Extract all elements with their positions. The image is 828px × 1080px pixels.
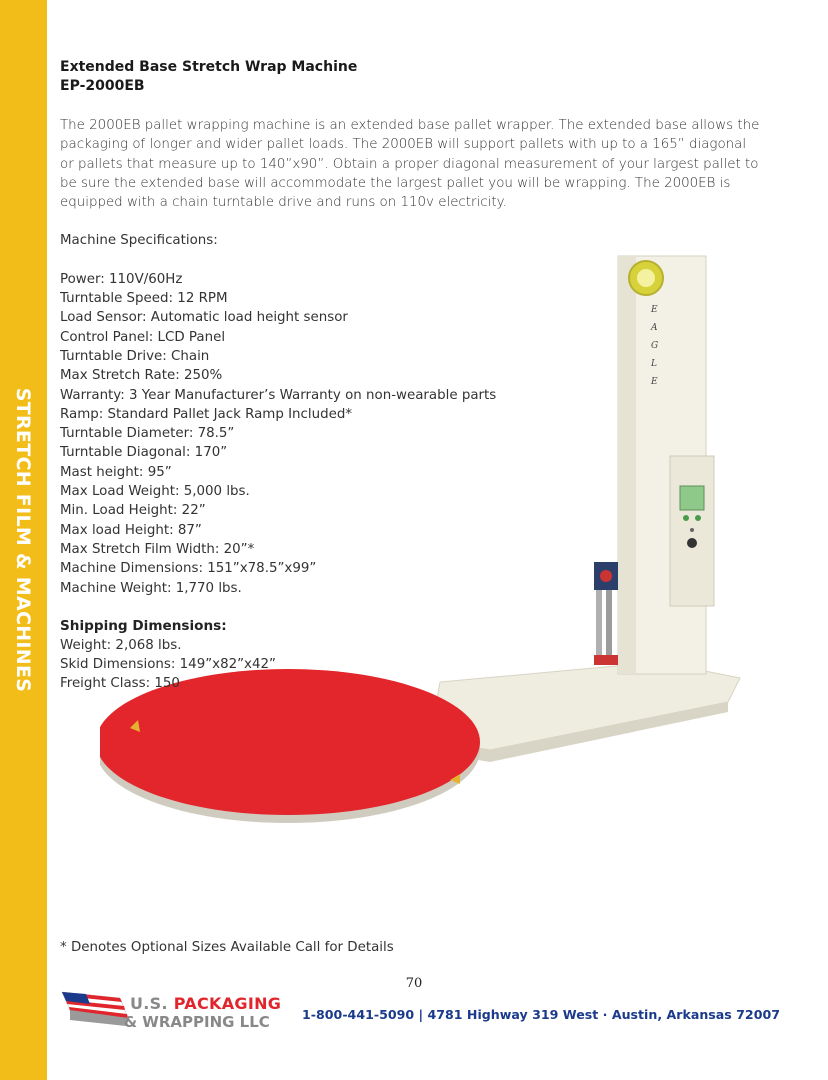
- spec-item: Turntable Speed: 12 RPM: [60, 291, 228, 307]
- logo-line-2: & WRAPPING LLC: [124, 1013, 270, 1031]
- product-model: EP-2000EB: [60, 78, 145, 94]
- spec-item: Max Stretch Film Width: 20”*: [60, 541, 255, 557]
- spec-item: Machine Dimensions: 151”x78.5”x99”: [60, 561, 317, 577]
- shipping-item: Freight Class: 150: [60, 676, 180, 692]
- contact-info: 1-800-441-5090 | 4781 Highway 319 West · Austin, Arkansas 72007: [302, 1007, 780, 1022]
- spec-item: Load Sensor: Automatic load height sensor: [60, 310, 348, 326]
- product-name: Extended Base Stretch Wrap Machine: [60, 59, 358, 75]
- mast-brand-letter: E: [651, 305, 658, 315]
- company-logo: [58, 984, 288, 1034]
- sidebar-section-label: STRETCH FILM & MACHINES: [12, 387, 34, 693]
- spec-item: Min. Load Height: 22”: [60, 503, 206, 519]
- spec-item: Power: 110V/60Hz: [60, 271, 183, 287]
- spec-list: [60, 270, 760, 598]
- shipping-heading: Shipping Dimensions:: [60, 617, 227, 634]
- spec-item: Turntable Diameter: 78.5”: [60, 426, 235, 442]
- product-description: The 2000EB pallet wrapping machine is an extended base pallet wrapper. The extended base allows the packaging of longer and wider pallet loads. The 2000EB will support pallets with up to a 165” diagonal or pallets that measure up to 140”x90”. Obtain a proper diagonal measurement of your largest pallet to be sure the extended base will accommodate the largest pallet you will be wrapping. The 2000EB is equipped with a chain turntable drive and runs on 110v electricity.: [60, 118, 760, 211]
- product-content: [60, 58, 760, 694]
- spec-heading: Machine Specifications:: [60, 233, 218, 249]
- spec-item: Ramp: Standard Pallet Jack Ramp Included*: [60, 406, 353, 422]
- mast-brand-letter: G: [651, 341, 659, 351]
- spec-item: Turntable Diagonal: 170”: [60, 445, 228, 461]
- shipping-item: Skid Dimensions: 149”x82”x42”: [60, 657, 276, 673]
- spec-item: Max Stretch Rate: 250%: [60, 368, 223, 384]
- flag-icon: [58, 984, 128, 1034]
- page-number: 70: [405, 976, 423, 991]
- logo-line-1: U.S. PACKAGING: [130, 994, 282, 1013]
- spec-item: Max load Height: 87”: [60, 522, 202, 538]
- footnote: * Denotes Optional Sizes Available Call for Details: [60, 940, 394, 955]
- spec-item: Max Load Weight: 5,000 lbs.: [60, 484, 250, 500]
- shipping-item: Weight: 2,068 lbs.: [60, 637, 182, 653]
- spec-item: Machine Weight: 1,770 lbs.: [60, 580, 242, 596]
- mast-brand-letter: L: [651, 359, 657, 369]
- spec-item: Warranty: 3 Year Manufacturer’s Warranty on non-wearable parts: [60, 387, 497, 403]
- spec-item: Turntable Drive: Chain: [60, 348, 210, 364]
- mast-brand-letter: E: [651, 377, 658, 387]
- spec-item: Control Panel: LCD Panel: [60, 329, 226, 345]
- mast-brand-letter: A: [651, 323, 658, 333]
- spec-item: Mast height: 95”: [60, 464, 172, 480]
